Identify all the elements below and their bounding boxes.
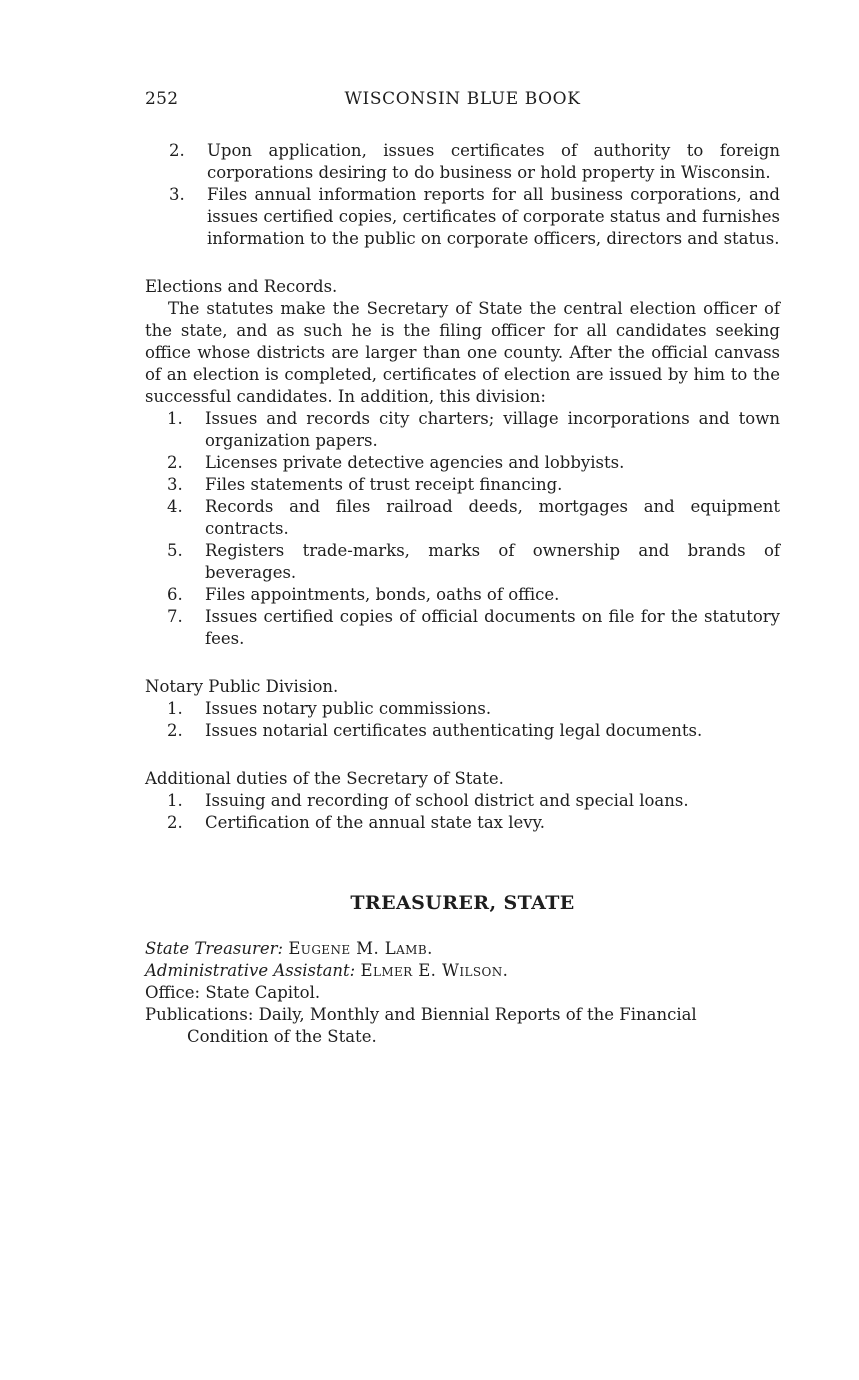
state-treasurer-label: State Treasurer: [145, 939, 284, 958]
additional-list [145, 790, 780, 834]
treasurer-section-title: TREASURER, STATE [350, 892, 575, 914]
item-number: 6. [167, 585, 183, 604]
item-number: 1. [167, 791, 183, 810]
admin-assistant-row [145, 960, 780, 982]
item-text: Records and files railroad deeds, mortgages and equipment contracts. [205, 497, 780, 538]
additional-heading: Additional duties of the Secretary of State. [145, 769, 504, 788]
list-item [145, 474, 780, 496]
item-number: 3. [167, 475, 183, 494]
list-item [145, 584, 780, 606]
item-number: 2. [169, 141, 185, 160]
item-text: Issues notarial certificates authenticating legal documents. [205, 721, 703, 740]
office-label: Office: [145, 983, 201, 1002]
item-text: Issues certified copies of official documents on file for the statutory fees. [205, 607, 780, 648]
office-value: State Capitol. [205, 983, 321, 1002]
list-item [145, 812, 780, 834]
elections-heading: Elections and Records. [145, 277, 338, 296]
notary-heading: Notary Public Division. [145, 677, 339, 696]
elections-list [145, 408, 780, 650]
state-treasurer-row [145, 938, 780, 960]
publications-row [145, 1004, 780, 1048]
admin-assistant-name: Elmer E. Wilson. [360, 961, 509, 980]
item-number: 7. [167, 607, 183, 626]
list-item [145, 184, 780, 250]
corporations-list [145, 140, 780, 250]
list-item [145, 790, 780, 812]
list-item [145, 720, 780, 742]
item-text: Files annual information reports for all business corporations, and issues certified copies, certificates of corporate status and furnishes information to the public on corporate officers, directors and status. [207, 185, 780, 248]
list-item [145, 140, 780, 184]
item-text: Issues notary public commissions. [205, 699, 492, 718]
page-number: 252 [145, 89, 179, 109]
list-item [145, 496, 780, 540]
treasurer-info [145, 938, 780, 1048]
item-number: 4. [167, 497, 183, 516]
list-item [145, 540, 780, 584]
item-number: 3. [169, 185, 185, 204]
publications-value: Daily, Monthly and Biennial Reports of the Financial Condition of the State. [187, 1005, 697, 1046]
list-item [145, 452, 780, 474]
item-number: 5. [167, 541, 183, 560]
admin-assistant-label: Administrative Assistant: [145, 961, 356, 980]
item-text: Files statements of trust receipt financing. [205, 475, 563, 494]
item-text: Upon application, issues certificates of authority to foreign corporations desiring to do business or hold property in Wisconsin. [207, 141, 780, 182]
running-title: WISCONSIN BLUE BOOK [344, 89, 581, 109]
item-text: Files appointments, bonds, oaths of office. [205, 585, 560, 604]
list-item [145, 698, 780, 720]
state-treasurer-name: Eugene M. Lamb. [288, 939, 433, 958]
item-text: Issues and records city charters; village incorporations and town organization papers. [205, 409, 780, 450]
list-item [145, 408, 780, 452]
office-row [145, 982, 780, 1004]
item-number: 2. [167, 721, 183, 740]
item-number: 1. [167, 699, 183, 718]
item-text: Registers trade-marks, marks of ownership and brands of beverages. [205, 541, 780, 582]
list-item [145, 606, 780, 650]
item-number: 1. [167, 409, 183, 428]
item-text: Certification of the annual state tax levy. [205, 813, 545, 832]
publications-label: Publications: [145, 1005, 254, 1024]
item-text: Licenses private detective agencies and lobbyists. [205, 453, 625, 472]
item-number: 2. [167, 453, 183, 472]
notary-list [145, 698, 780, 742]
elections-paragraph: The statutes make the Secretary of State the central election officer of the state, and as such he is the filing officer for all candidates seeking office whose districts are larger than one county. After the official canvass of an election is completed, certificates of election are issued by him to the successful candidates. In addition, this division: [145, 299, 780, 406]
item-number: 2. [167, 813, 183, 832]
page-header [145, 89, 780, 113]
page-content [145, 140, 780, 1048]
item-text: Issuing and recording of school district and special loans. [205, 791, 689, 810]
